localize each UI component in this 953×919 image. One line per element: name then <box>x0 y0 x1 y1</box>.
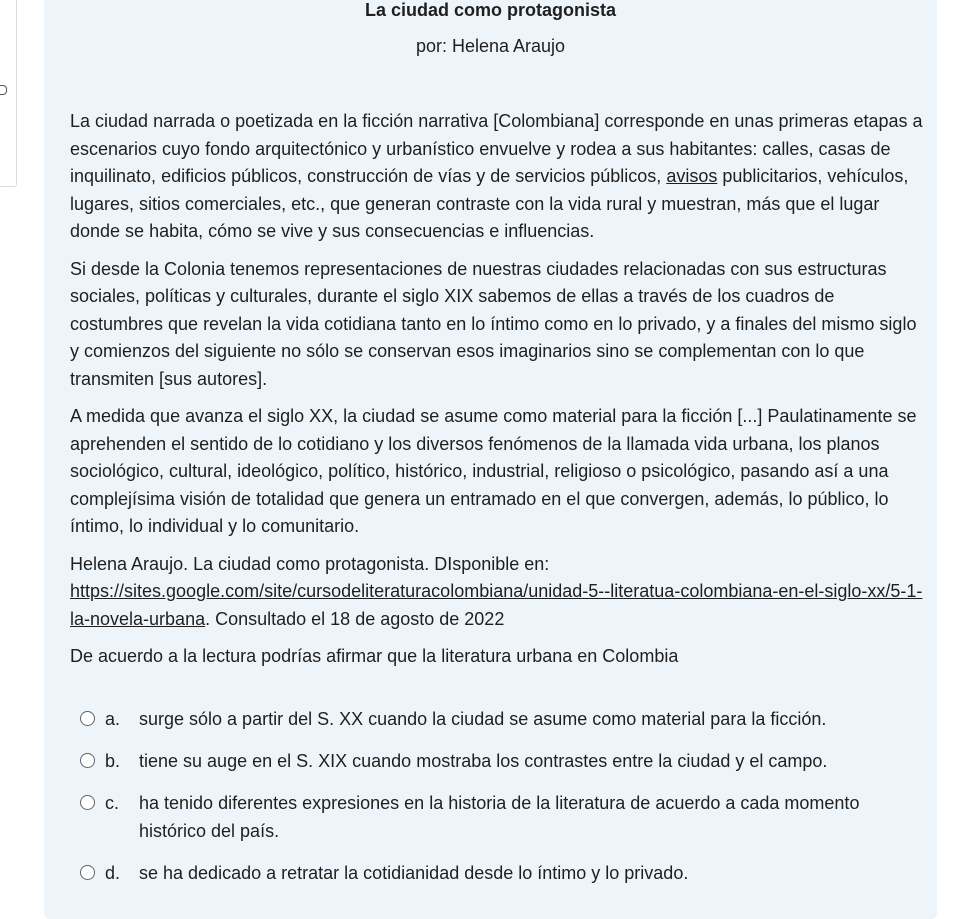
option-text: ha tenido diferentes expresiones en la historia de la literatura de acuerdo a cada momento histórico del país. <box>139 793 860 841</box>
radio-c[interactable] <box>80 795 95 810</box>
question-stem: De acuerdo a la lectura podrías afirmar que la literatura urbana en Colombia <box>70 646 679 666</box>
answer-options <box>80 705 930 901</box>
underlined-word: avisos <box>666 166 718 186</box>
option-letter: c. <box>105 793 120 813</box>
option-letter: a. <box>105 709 121 729</box>
passage-paragraph-1: La ciudad narrada o poetizada en la ficción narrativa [Colombiana] corresponde en unas primeras etapas a escenarios cuyo fondo arquitectónico y urbanístico envuelve y rodea a sus habitantes: calles, casas de inquilinato, edificios públicos, construcción de vías y de servicios públicos, avisos publicitarios, vehículos, lugares, sitios comerciales, etc., que generan contraste con la vida rural y muestran, más que el lugar donde se habita, cómo se vive y sus consecuencias e influencias. <box>70 111 923 241</box>
source-link[interactable]: https://sites.google.com/site/cursodeliteraturacolombiana/unidad-5--literatua-colombiana-en-el-siglo-xx/5-1-la-novela-urbana <box>70 581 923 629</box>
option-letter: b. <box>105 751 121 771</box>
question-card <box>44 0 937 919</box>
radio-a[interactable] <box>80 711 95 726</box>
option-a[interactable] <box>80 705 930 733</box>
option-c[interactable] <box>80 789 930 845</box>
citation: Helena Araujo. La ciudad como protagonista. DIsponible en: https://sites.google.com/site/cursodeliteraturacolombiana/unidad-5--literatua-colombiana-en-el-siglo-xx/5-1-la-novela-urbana. Consultado el 18 de agosto de 2022 <box>70 553 923 629</box>
card-title: La ciudad como protagonista <box>364 0 617 20</box>
passage-paragraph-2: Si desde la Colonia tenemos representaciones de nuestras ciudades relacionadas con sus estructuras sociales, políticas y culturales, durante el siglo XIX sabemos de ellas a través de los cuadros de costumbres que revelan la vida cotidiana tanto en lo íntimo como en lo privado, y a finales del mismo siglo y comienzos del siguiente no sólo se conservan esos imaginarios sino se complementan con lo que transmiten [sus autores]. <box>70 258 917 389</box>
reading-passage <box>70 108 925 681</box>
option-letter: d. <box>105 863 121 883</box>
option-text: tiene su auge en el S. XIX cuando mostraba los contrastes entre la ciudad y el campo. <box>139 751 828 771</box>
passage-paragraph-3: A medida que avanza el siglo XX, la ciudad se asume como material para la ficción [...] Paulatinamente se aprehenden el sentido de lo cotidiano y los diversos fenómenos de la llamada vida urbana, los planos sociológico, cultural, ideológico, político, histórico, industrial, religioso o psicológico, pasando así a una complejísima visión de totalidad que genera un entramado en el que convergen, además, lo público, lo íntimo, lo individual y lo comunitario. <box>70 406 917 536</box>
side-panel-edge <box>0 0 17 187</box>
card-author: por: Helena Araujo <box>415 36 566 56</box>
collapse-handle-icon[interactable] <box>0 85 7 95</box>
radio-b[interactable] <box>80 753 95 768</box>
radio-d[interactable] <box>80 865 95 880</box>
option-text: surge sólo a partir del S. XX cuando la ciudad se asume como material para la ficción. <box>139 709 827 729</box>
option-text: se ha dedicado a retratar la cotidianidad desde lo íntimo y lo privado. <box>139 863 689 883</box>
option-b[interactable] <box>80 747 930 775</box>
option-d[interactable] <box>80 859 930 887</box>
